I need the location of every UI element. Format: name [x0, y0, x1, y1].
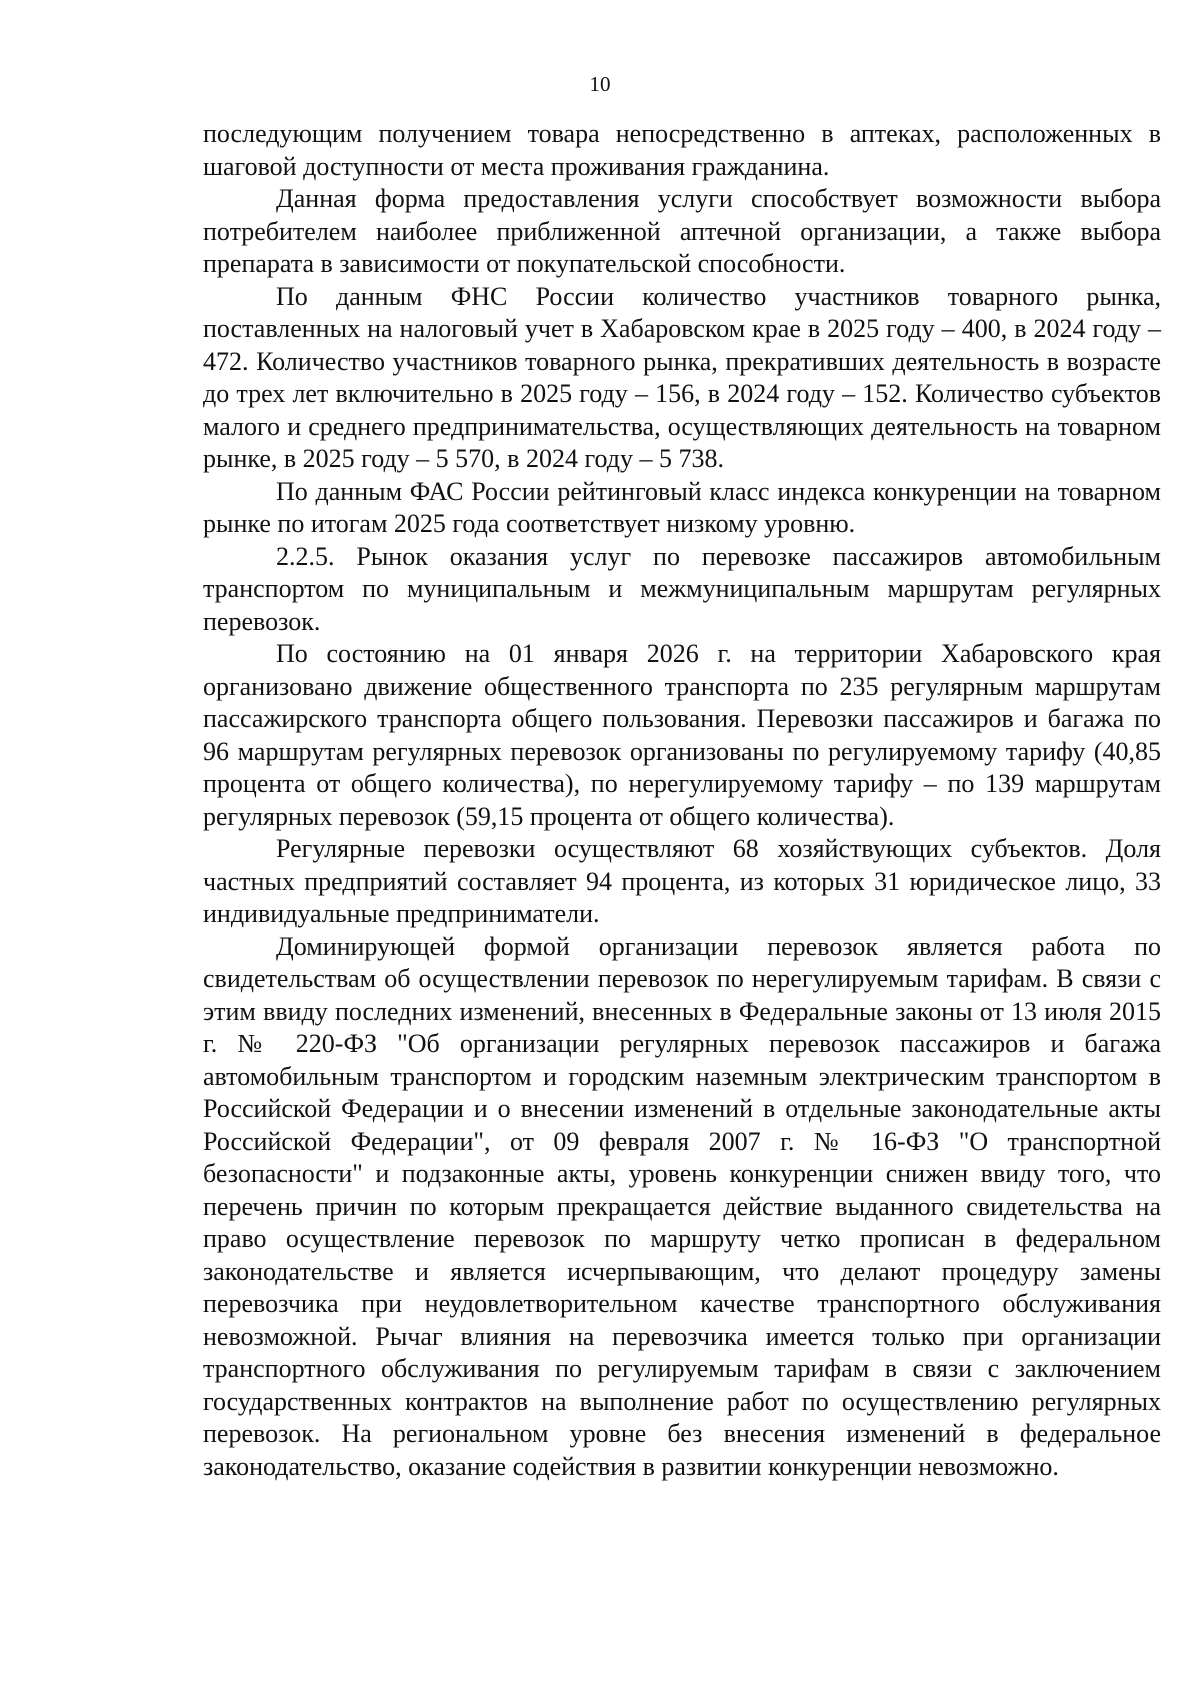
section-heading-2-2-5: 2.2.5. Рынок оказания услуг по перевозке пассажиров автомобильным транспортом по муниципальным и межмуниципальным маршрутам регулярных перевозок. [203, 541, 1161, 636]
paragraph-routes: По состоянию на 01 января 2026 г. на территории Хабаровского края организовано движение общественного транспорта по 235 регулярным маршрутам пассажирского транспорта общего пользования. Перевозки пассажиров и багажа по 96 маршрутам регулярных перевозок организованы по регулируемому тарифу (40,85 процента от общего количества), по нерегулируемому тарифу – по 139 маршрутам регулярных перевозок (59,15 процента от общего количества). [203, 639, 1161, 831]
page-number: 10 [589, 72, 611, 96]
document-body [203, 118, 1161, 1483]
paragraph-service-form: Данная форма предоставления услуги способствует возможности выбора потребителем наиболее приближенной аптечной организации, а также выбора препарата в зависимости от покупательской способности. [203, 184, 1161, 278]
paragraph-fas-data: По данным ФАС России рейтинговый класс индекса конкуренции на товарном рынке по итогам 2025 года соответствует низкому уровню. [203, 476, 1161, 538]
paragraph-fns-data: По данным ФНС России количество участников товарного рынка, поставленных на налоговый учет в Хабаровском крае в 2025 году – 400, в 2024 году – 472. Количество участников товарного рынка, прекративших деятельность в возрасте до трех лет включительно в 2025 году – 156, в 2024 году – 152. Количество субъектов малого и среднего предпринимательства, осуществляющих деятельность на товарном рынке, в 2025 году – 5 570, в 2024 году – 5 738. [203, 281, 1161, 473]
paragraph-competition: Доминирующей формой организации перевозок является работа по свидетельствам об осуществлении перевозок по нерегулируемым тарифам. В связи с этим ввиду последних изменений, внесенных в Федеральные законы от 13 июля 2015 г. № 220-ФЗ "Об организации регулярных перевозок пассажиров и багажа автомобильным транспортом и городским наземным электрическим транспортом в Российской Федерации и о внесении изменений в отдельные законодательные акты Российской Федерации", от 09 февраля 2007 г. № 16-ФЗ "О транспортной безопасности" и подзаконные акты, уровень конкуренции снижен ввиду того, что перечень причин по которым прекращается действие выданного свидетельства на право осуществление перевозок по маршруту четко прописан в федеральном законодательстве и является исчерпывающим, что делают процедуру замены перевозчика при неудовлетворительном качестве транспортного обслуживания невозможной. Рычаг влияния на перевозчика имеется только при организации транспортного обслуживания по регулируемым тарифам в связи с заключением государственных контрактов на выполнение работ по осуществлению регулярных перевозок. На региональном уровне без внесения изменений в федеральное законодательство, оказание содействия в развитии конкуренции невозможно. [203, 931, 1161, 1481]
paragraph-continuation: последующим получением товара непосредственно в аптеках, расположенных в шаговой доступности от места проживания гражданина. [203, 119, 1161, 181]
paragraph-carriers: Регулярные перевозки осуществляют 68 хозяйствующих субъектов. Доля частных предприятий составляет 94 процента, из которых 31 юридическое лицо, 33 индивидуальные предприниматели. [203, 834, 1161, 928]
